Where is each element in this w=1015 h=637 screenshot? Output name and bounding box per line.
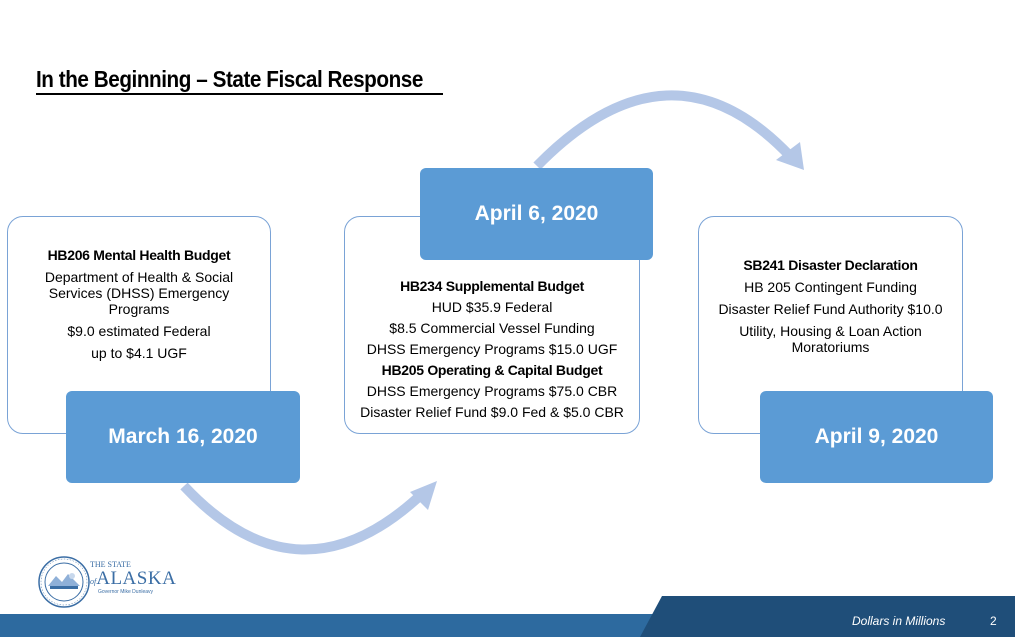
card-heading: SB241 Disaster Declaration xyxy=(743,257,918,273)
card-heading: HB234 Supplemental Budget xyxy=(400,278,584,294)
page-number: 2 xyxy=(990,614,997,628)
slide-title: In the Beginning – State Fiscal Response xyxy=(36,66,423,92)
bottom-curved-arrow xyxy=(184,486,424,550)
alaska-wordmark xyxy=(90,560,176,596)
alaska-seal-icon xyxy=(38,556,90,608)
card-line: Disaster Relief Fund Authority $10.0 xyxy=(718,301,943,317)
card-heading: HB205 Operating & Capital Budget xyxy=(381,362,603,378)
card-line: DHSS Emergency Programs $15.0 UGF xyxy=(366,341,618,357)
card-line: HUD $35.9 Federal xyxy=(431,299,553,315)
card-heading: HB206 Mental Health Budget xyxy=(47,247,231,263)
card-line: Department of Health & Social Services (DHSS) Emergency Programs xyxy=(44,269,234,317)
footer-note: Dollars in Millions xyxy=(852,614,946,628)
top-curved-arrow xyxy=(537,95,790,166)
date-march-16: March 16, 2020 xyxy=(66,391,300,483)
date-april-9: April 9, 2020 xyxy=(760,391,993,483)
card-line: DHSS Emergency Programs $75.0 CBR xyxy=(366,383,618,399)
card-line: Disaster Relief Fund $9.0 Fed & $5.0 CBR xyxy=(360,404,624,420)
logo-alaska: ALASKA xyxy=(96,568,177,589)
date-april-6: April 6, 2020 xyxy=(420,168,653,260)
logo-the-state: THE STATE xyxy=(90,560,131,569)
logo-governor: Governor Mike Dunleavy xyxy=(98,589,154,595)
logo-of: of xyxy=(90,577,97,586)
card-line: HB 205 Contingent Funding xyxy=(744,279,917,295)
card-line: up to $4.1 UGF xyxy=(91,345,187,361)
card-line: $9.0 estimated Federal xyxy=(67,323,211,339)
card-line: Utility, Housing & Loan Action Moratoriums xyxy=(739,323,922,355)
card-line: $8.5 Commercial Vessel Funding xyxy=(389,320,595,336)
